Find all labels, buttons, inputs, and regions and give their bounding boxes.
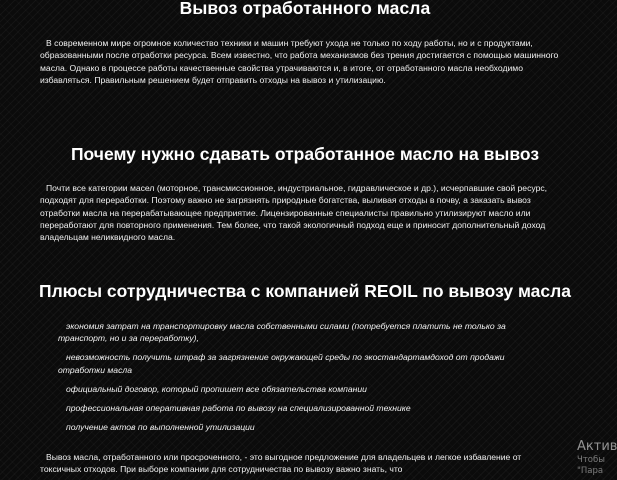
benefits-list — [58, 320, 538, 440]
list-item: экономия затрат на транспортировку масла собственными силами (потребуется платить не только за транспорт, но и за переработку), — [58, 321, 506, 344]
list-item: профессиональная оперативная работа по вывозу на специализированной технике — [66, 402, 411, 413]
intro-paragraph: В современном мире огромное количество техники и машин требуют ухода не только по ходу работы, но и с продуктами, образованными после отработки ресурса. Всем известно, что работа механизмов без трения достигается с помощью машинного масла. Однако в процессе работы качественные свойства утрачиваются и, в итоге, от отработанного масла необходимо избавляться. Правильным решением будет отправить отходы на вывоз и утилизацию. — [40, 38, 559, 85]
activation-line-2: "Пара — [577, 466, 604, 476]
page-title: Вывоз отработанного масла — [179, 0, 431, 18]
activation-title: Актив — [577, 439, 617, 454]
list-item: невозможность получить штраф за загрязнение окружающей среды по экостандартамдоход от продажи отработки масла — [58, 352, 505, 375]
why-heading: Почему нужно сдавать отработанное масло на вывоз — [70, 144, 540, 164]
activation-line-1: Чтобы — [577, 455, 605, 465]
list-item: получение актов по выполненной утилизации — [66, 421, 255, 432]
windows-activation-watermark — [577, 438, 617, 477]
benefits-heading: Плюсы сотрудничества с компанией REOIL по вывозу масла — [38, 281, 571, 301]
why-paragraph: Почти все категории масел (моторное, трансмиссионное, индустриальное, гидравлическое и др.), исчерпавшие свой ресурс, подходят для переработки. Поэтому важно не загрязнять природные богатства, выливая отходы в почву, а заказать вывоз отработки масла на перерабатывающее предприятие. Лицензированные специалисты правильно утилизируют масло или переработают для повторного применения. Тем более, что такой экологичный подход еще и приносит дополнительный доход владельцам неликвидного масла. — [40, 183, 548, 243]
list-item: официальный договор, который пропишет все обязательства компании — [66, 383, 367, 394]
final-paragraph: Вывоз масла, отработанного или просроченного, - это выгодное предложение для владельцев и легкое избавление от токсичных отходов. При выборе компании для сотрудничества по вывозу важно знать, что — [40, 452, 522, 475]
